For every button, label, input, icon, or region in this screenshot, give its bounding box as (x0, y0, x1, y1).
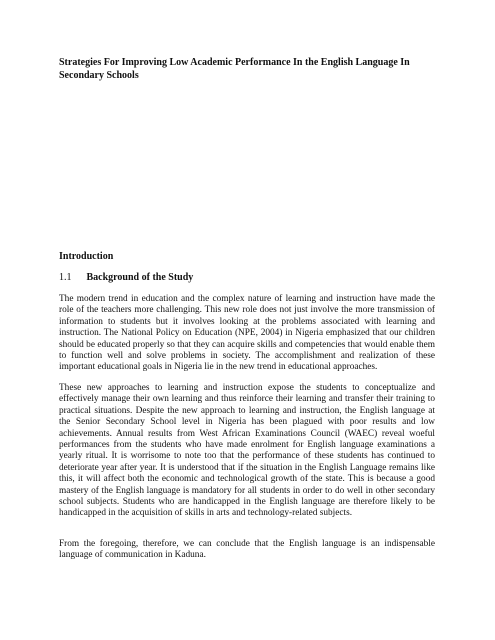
subsection-heading (59, 272, 439, 284)
body-paragraph: The modern trend in education and the complex nature of learning and instruction have made the role of the teachers more challenging. This new role does not just involve the more transmission of information to students but it involves looking at the problems associated with learning and instruction. The National Policy on Education (NPE, 2004) in Nigeria emphasized that our children should be educated properly so that they can acquire skills and competencies that would enable them to function well and solve problems in society. The accomplishment and realization of these important educational goals in Nigeria lie in the new trend in educational approaches. (59, 294, 435, 373)
body-paragraph: These new approaches to learning and instruction expose the students to conceptualize and effectively manage their own learning and thus reinforce their learning and transfer their training to practical situations. Despite the new approach to learning and instruction, the English language at the Senior Secondary School level in Nigeria has been plagued with poor results and low achievements. Annual results from West African Examinations Council (WAEC) reveal woeful performances from the students who have made enrolment for English language examinations a yearly ritual. It is worrisome to note too that the performance of these students has continued to deteriorate year after year. It is understood that if the situation in the English Language remains like this, it will affect both the economic and technological growth of the state. This is because a good mastery of the English language is mandatory for all students in order to do well in other secondary school subjects. Students who are handicapped in the English language are therefore likely to be handicapped in the acquisition of skills in arts and technology-related subjects. (59, 383, 435, 519)
body-paragraph: From the foregoing, therefore, we can conclude that the English language is an indispensable language of communication in Kaduna. (59, 539, 435, 561)
section-heading: Introduction (59, 251, 114, 262)
document-title: Strategies For Improving Low Academic Performance In the English Language In Secondary Schools (59, 57, 410, 81)
subsection-number: 1.1 (59, 272, 72, 283)
subsection-title: Background of the Study (86, 272, 194, 283)
